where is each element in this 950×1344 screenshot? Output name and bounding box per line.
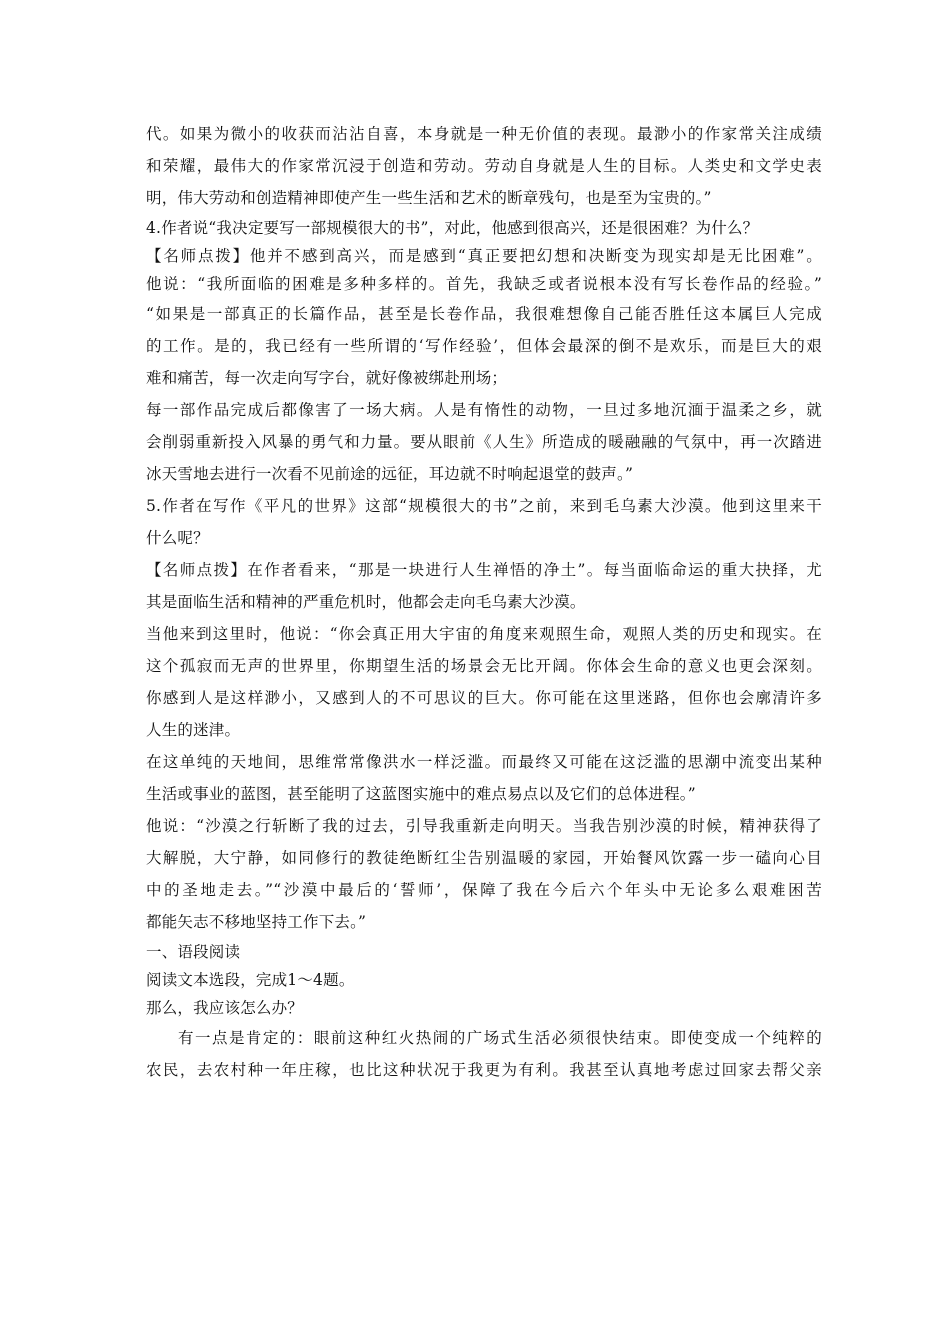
text-line: 人生的迷津。 [146,721,241,739]
text-line: 都能矢志不移地坚持工作下去。” [146,913,367,931]
text-line: 其是面临生活和精神的严重危机时，他都会走向毛乌素大沙漠。 [146,593,586,611]
text-line: 大解脱，大宁静，如同修行的教徒绝断红尘告别温暖的家园，开始餐风饮露一步一磕向心目 [146,849,822,867]
text-line: 5.作者在写作《平凡的世界》这部“规模很大的书”之前，来到毛乌素大沙漠。他到这里来干 [146,497,822,515]
text-line: “如果是一部真正的长篇作品，甚至是长卷作品，我很难想像自己能否胜任这本属巨人完成 [146,305,822,323]
text-line: 的工作。是的，我已经有一些所谓的‘写作经验’，但体会最深的倒不是欢乐，而是巨大的艰 [146,337,822,355]
text-body [146,118,822,1086]
text-line: 4.作者说“我决定要写一部规模很大的书”，对此，他感到很高兴，还是很困难？为什么？ [146,219,759,237]
text-line: 每一部作品完成后都像害了一场大病。人是有惰性的动物，一旦过多地沉湎于温柔之乡，就 [146,401,822,419]
text-line: 他说：“我所面临的困难是多种多样的。首先，我缺乏或者说根本没有写长卷作品的经验。” [146,275,822,293]
text-line: 代。如果为微小的收获而沾沾自喜，本身就是一种无价值的表现。最渺小的作家常关注成绩 [146,125,822,143]
text-line: 阅读文本选段，完成1～4题。 [146,971,355,989]
text-line: 中的圣地走去。”“沙漠中最后的‘誓师’，保障了我在今后六个年头中无论多么艰难困苦 [146,881,822,899]
text-line: 当他来到这里时，他说：“你会真正用大宇宙的角度来观照生命，观照人类的历史和现实。在 [146,625,822,643]
text-line: 在这单纯的天地间，思维常常像洪水一样泛滥。而最终又可能在这泛滥的思潮中流变出某种 [146,753,822,771]
text-line: 难和痛苦，每一次走向写字台，就好像被绑赴刑场； [146,369,508,387]
text-line: 农民，去农村种一年庄稼，也比这种状况于我更为有利。我甚至认真地考虑过回家去帮父亲 [146,1061,822,1079]
text-line: 什么呢？ [146,529,209,547]
text-line: 你感到人是这样渺小，又感到人的不可思议的巨大。你可能在这里迷路，但你也会廓清许多 [146,689,822,707]
text-line: 那么，我应该怎么办？ [146,999,304,1017]
text-line: 一、语段阅读 [146,943,241,961]
text-line: 生活或事业的蓝图，甚至能明了这蓝图实施中的难点易点以及它们的总体进程。” [146,785,696,803]
text-line: 他说：“沙漠之行斩断了我的过去，引导我重新走向明天。当我告别沙漠的时候，精神获得了 [146,817,822,835]
text-line: 【名师点拨】在作者看来，“那是一块进行人生禅悟的净土”。每当面临命运的重大抉择，尤 [146,561,822,579]
text-line: 和荣耀，最伟大的作家常沉浸于创造和劳动。劳动自身就是人生的目标。人类史和文学史表 [146,157,822,175]
text-line: 冰天雪地去进行一次看不见前途的远征，耳边就不时响起退堂的鼓声。” [146,465,634,483]
text-line: 会削弱重新投入风暴的勇气和力量。要从眼前《人生》所造成的暖融融的气氛中，再一次踏进 [146,433,822,451]
text-line: 【名师点拨】他并不感到高兴，而是感到“真正要把幻想和决断变为现实却是无比困难”。 [146,247,822,265]
text-line: 有一点是肯定的：眼前这种红火热闹的广场式生活必须很快结束。即使变成一个纯粹的 [178,1029,822,1047]
text-line: 明，伟大劳动和创造精神即使产生一些生活和艺术的断章残句，也是至为宝贵的。” [146,189,712,207]
text-line: 这个孤寂而无声的世界里，你期望生活的场景会无比开阔。你体会生命的意义也更会深刻。 [146,657,822,675]
